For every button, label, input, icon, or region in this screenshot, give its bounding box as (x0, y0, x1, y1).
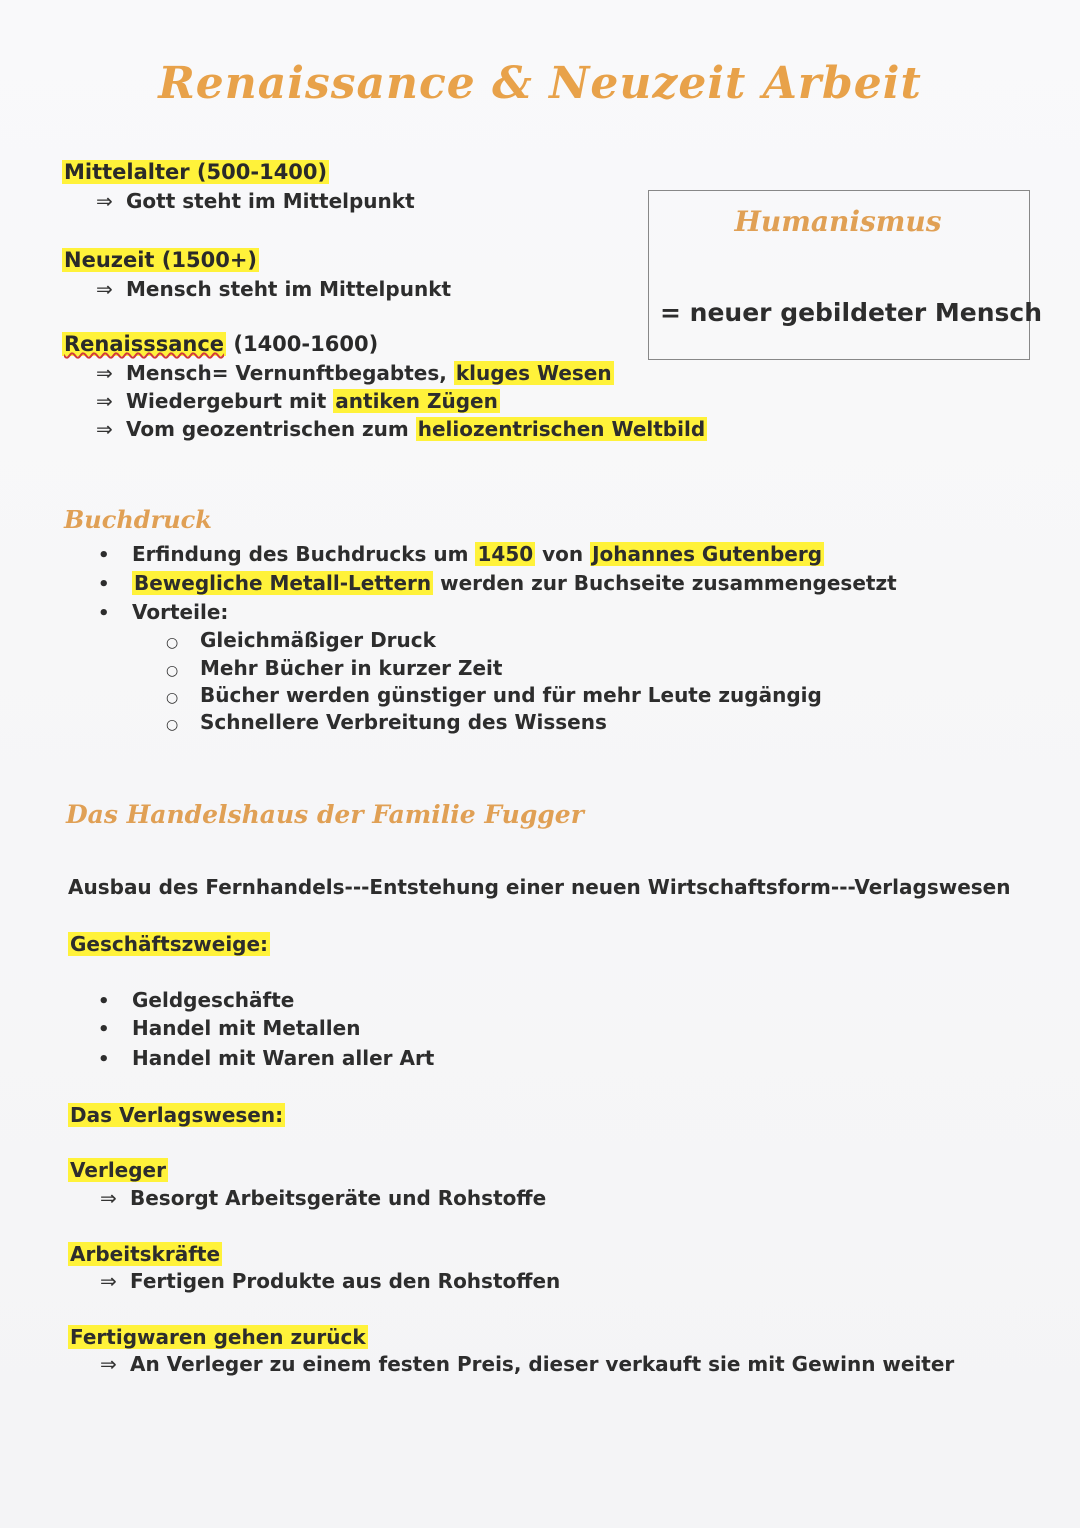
vorteil-item: ○ Bücher werden günstiger und für mehr Leute zugängig (166, 683, 822, 707)
renaissance-point-2: ⇒ Wiedergeburt mit antiken Zügen (96, 389, 498, 413)
epoch-neuzeit-point: ⇒ Mensch steht im Mittelpunkt (96, 277, 452, 301)
epoch-mittelalter-point: ⇒ Gott steht im Mittelpunkt (96, 189, 415, 213)
buchdruck-bullet-3: • Vorteile: (98, 600, 229, 624)
verlag-label: Das Verlagswesen: (70, 1103, 284, 1127)
fugger-intro: Ausbau des Fernhandels---Entstehung einer neuen Wirtschaftsform---Verlagswesen (68, 875, 1011, 899)
buchdruck-bullet-2: • Bewegliche Metall-Lettern werden zur Buchseite zusammengesetzt (98, 571, 897, 595)
arbeitskraefte-label: Arbeitskräfte (70, 1242, 221, 1266)
fugger-title: Das Handelshaus der Familie Fugger (66, 800, 584, 829)
arrow-icon: ⇒ (96, 277, 113, 301)
circle-bullet-icon: ○ (166, 635, 179, 651)
arrow-icon: ⇒ (100, 1269, 117, 1293)
arrow-icon: ⇒ (96, 189, 113, 213)
epoch-neuzeit-label: Neuzeit (1500+) (64, 248, 258, 272)
arbeitskraefte-text: ⇒ Fertigen Produkte aus den Rohstoffen (100, 1269, 561, 1293)
arrow-icon: ⇒ (96, 389, 113, 413)
branch-item: • Geldgeschäfte (98, 988, 295, 1012)
branches-label: Geschäftszweige: (70, 932, 269, 956)
renaissance-point-1: ⇒ Mensch= Vernunftbegabtes, kluges Wesen (96, 361, 612, 385)
fertigwaren-label: Fertigwaren gehen zurück (70, 1325, 366, 1349)
page-title: Renaissance & Neuzeit Arbeit (158, 58, 922, 109)
arrow-icon: ⇒ (100, 1186, 117, 1210)
fertigwaren-text: ⇒ An Verleger zu einem festen Preis, dieser verkauft sie mit Gewinn weiter (100, 1352, 955, 1376)
humanismus-title: Humanismus (734, 205, 942, 238)
bullet-icon: • (98, 603, 110, 624)
epoch-mittelalter-label: Mittelalter (500-1400) (64, 160, 328, 184)
renaissance-label: Renaisssance (1400-1600) (64, 332, 379, 356)
vorteil-item: ○ Mehr Bücher in kurzer Zeit (166, 656, 503, 680)
renaissance-point-3: ⇒ Vom geozentrischen zum heliozentrischen Weltbild (96, 417, 706, 441)
humanismus-definition: = neuer gebildeter Mensch (660, 298, 1042, 327)
bullet-icon: • (98, 545, 110, 566)
arrow-icon: ⇒ (96, 361, 113, 385)
buchdruck-bullet-1: • Erfindung des Buchdrucks um 1450 von Johannes Gutenberg (98, 542, 823, 566)
branch-item: • Handel mit Metallen (98, 1016, 361, 1040)
circle-bullet-icon: ○ (166, 690, 179, 706)
bullet-icon: • (98, 1019, 110, 1040)
bullet-icon: • (98, 991, 110, 1012)
vorteil-item: ○ Gleichmäßiger Druck (166, 628, 436, 652)
branch-item: • Handel mit Waren aller Art (98, 1046, 435, 1070)
vorteil-item: ○ Schnellere Verbreitung des Wissens (166, 710, 607, 734)
circle-bullet-icon: ○ (166, 663, 179, 679)
verleger-label: Verleger (70, 1158, 166, 1182)
buchdruck-title: Buchdruck (64, 505, 212, 534)
arrow-icon: ⇒ (96, 417, 113, 441)
bullet-icon: • (98, 1049, 110, 1070)
arrow-icon: ⇒ (100, 1352, 117, 1376)
circle-bullet-icon: ○ (166, 717, 179, 733)
bullet-icon: • (98, 574, 110, 595)
verleger-text: ⇒ Besorgt Arbeitsgeräte und Rohstoffe (100, 1186, 547, 1210)
